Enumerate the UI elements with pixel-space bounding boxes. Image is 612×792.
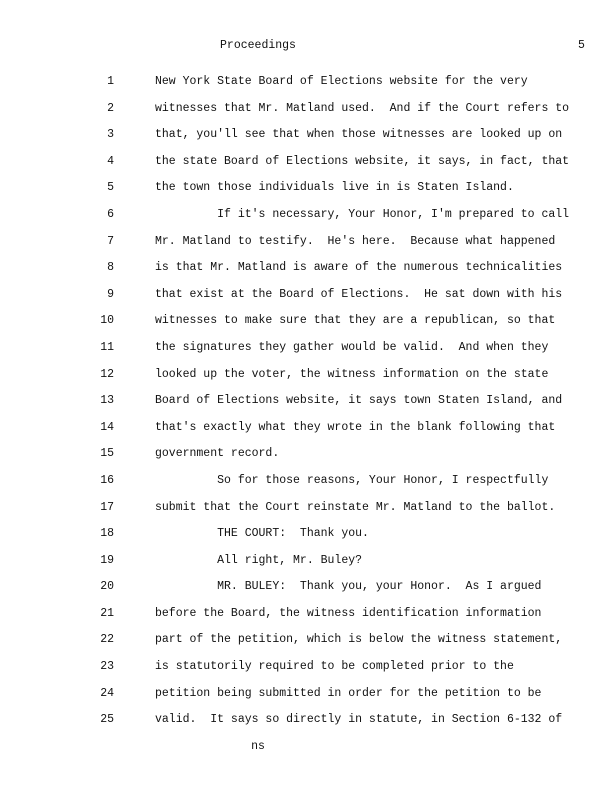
line-number: 14 bbox=[100, 420, 114, 434]
line-text: So for those reasons, Your Honor, I respectfully bbox=[155, 473, 549, 487]
transcript-line bbox=[0, 102, 612, 129]
transcript-line bbox=[0, 527, 612, 554]
line-text: government record. bbox=[155, 447, 280, 461]
line-text: part of the petition, which is below the witness statement, bbox=[155, 633, 563, 647]
line-number: 23 bbox=[100, 660, 114, 674]
transcript-line bbox=[0, 474, 612, 501]
line-number: 9 bbox=[107, 287, 114, 301]
line-text: All right, Mr. Buley? bbox=[155, 553, 363, 567]
line-text: THE COURT: Thank you. bbox=[155, 527, 369, 541]
line-number: 4 bbox=[107, 154, 114, 168]
transcript-line bbox=[0, 394, 612, 421]
transcript-line bbox=[0, 288, 612, 315]
line-text: the town those individuals live in is Staten Island. bbox=[155, 181, 514, 195]
line-number: 20 bbox=[100, 580, 114, 594]
transcript-line bbox=[0, 713, 612, 740]
line-number: 2 bbox=[107, 101, 114, 115]
line-text: submit that the Court reinstate Mr. Matland to the ballot. bbox=[155, 500, 556, 514]
transcript-line bbox=[0, 447, 612, 474]
page-header-title: Proceedings bbox=[220, 39, 296, 52]
reporter-initials: ns bbox=[251, 740, 265, 753]
line-number: 16 bbox=[100, 473, 114, 487]
transcript-line bbox=[0, 368, 612, 395]
transcript-body bbox=[0, 75, 612, 740]
transcript-line bbox=[0, 314, 612, 341]
line-number: 11 bbox=[100, 340, 114, 354]
transcript-line bbox=[0, 633, 612, 660]
line-text: that, you'll see that when those witnesses are looked up on bbox=[155, 128, 563, 142]
line-text: looked up the voter, the witness information on the state bbox=[155, 367, 549, 381]
line-text: that's exactly what they wrote in the blank following that bbox=[155, 420, 556, 434]
line-number: 24 bbox=[100, 686, 114, 700]
line-text: If it's necessary, Your Honor, I'm prepared to call bbox=[155, 207, 570, 221]
line-text: witnesses that Mr. Matland used. And if the Court refers to bbox=[155, 101, 570, 115]
transcript-line bbox=[0, 687, 612, 714]
line-text: that exist at the Board of Elections. He sat down with his bbox=[155, 287, 563, 301]
line-number: 8 bbox=[107, 261, 114, 275]
line-number: 19 bbox=[100, 553, 114, 567]
line-text: before the Board, the witness identification information bbox=[155, 606, 542, 620]
transcript-line bbox=[0, 261, 612, 288]
line-number: 10 bbox=[100, 314, 114, 328]
line-number: 21 bbox=[100, 606, 114, 620]
line-number: 7 bbox=[107, 234, 114, 248]
transcript-line bbox=[0, 181, 612, 208]
line-text: witnesses to make sure that they are a republican, so that bbox=[155, 314, 556, 328]
line-number: 6 bbox=[107, 207, 114, 221]
transcript-line bbox=[0, 155, 612, 182]
line-text: petition being submitted in order for the petition to be bbox=[155, 686, 542, 700]
transcript-line bbox=[0, 341, 612, 368]
line-number: 22 bbox=[100, 633, 114, 647]
line-text: is statutorily required to be completed prior to the bbox=[155, 660, 514, 674]
line-number: 17 bbox=[100, 500, 114, 514]
line-number: 1 bbox=[107, 75, 114, 88]
transcript-line bbox=[0, 501, 612, 528]
line-text: valid. It says so directly in statute, in Section 6-132 of bbox=[155, 713, 563, 727]
transcript-line bbox=[0, 128, 612, 155]
transcript-line bbox=[0, 235, 612, 262]
line-number: 15 bbox=[100, 447, 114, 461]
transcript-line bbox=[0, 607, 612, 634]
line-text: New York State Board of Elections website for the very bbox=[155, 75, 528, 88]
line-text: Mr. Matland to testify. He's here. Because what happened bbox=[155, 234, 556, 248]
transcript-line bbox=[0, 421, 612, 448]
line-number: 13 bbox=[100, 394, 114, 408]
line-text: the state Board of Elections website, it says, in fact, that bbox=[155, 154, 570, 168]
line-number: 12 bbox=[100, 367, 114, 381]
transcript-line bbox=[0, 580, 612, 607]
line-number: 3 bbox=[107, 128, 114, 142]
transcript-line bbox=[0, 554, 612, 581]
line-number: 18 bbox=[100, 527, 114, 541]
line-text: the signatures they gather would be valid. And when they bbox=[155, 340, 549, 354]
transcript-line bbox=[0, 75, 612, 102]
line-number: 5 bbox=[107, 181, 114, 195]
transcript-line bbox=[0, 660, 612, 687]
page-number: 5 bbox=[578, 39, 585, 52]
line-text: MR. BULEY: Thank you, your Honor. As I argued bbox=[155, 580, 542, 594]
line-text: is that Mr. Matland is aware of the numerous technicalities bbox=[155, 261, 563, 275]
line-text: Board of Elections website, it says town Staten Island, and bbox=[155, 394, 563, 408]
line-number: 25 bbox=[100, 713, 114, 727]
transcript-line bbox=[0, 208, 612, 235]
